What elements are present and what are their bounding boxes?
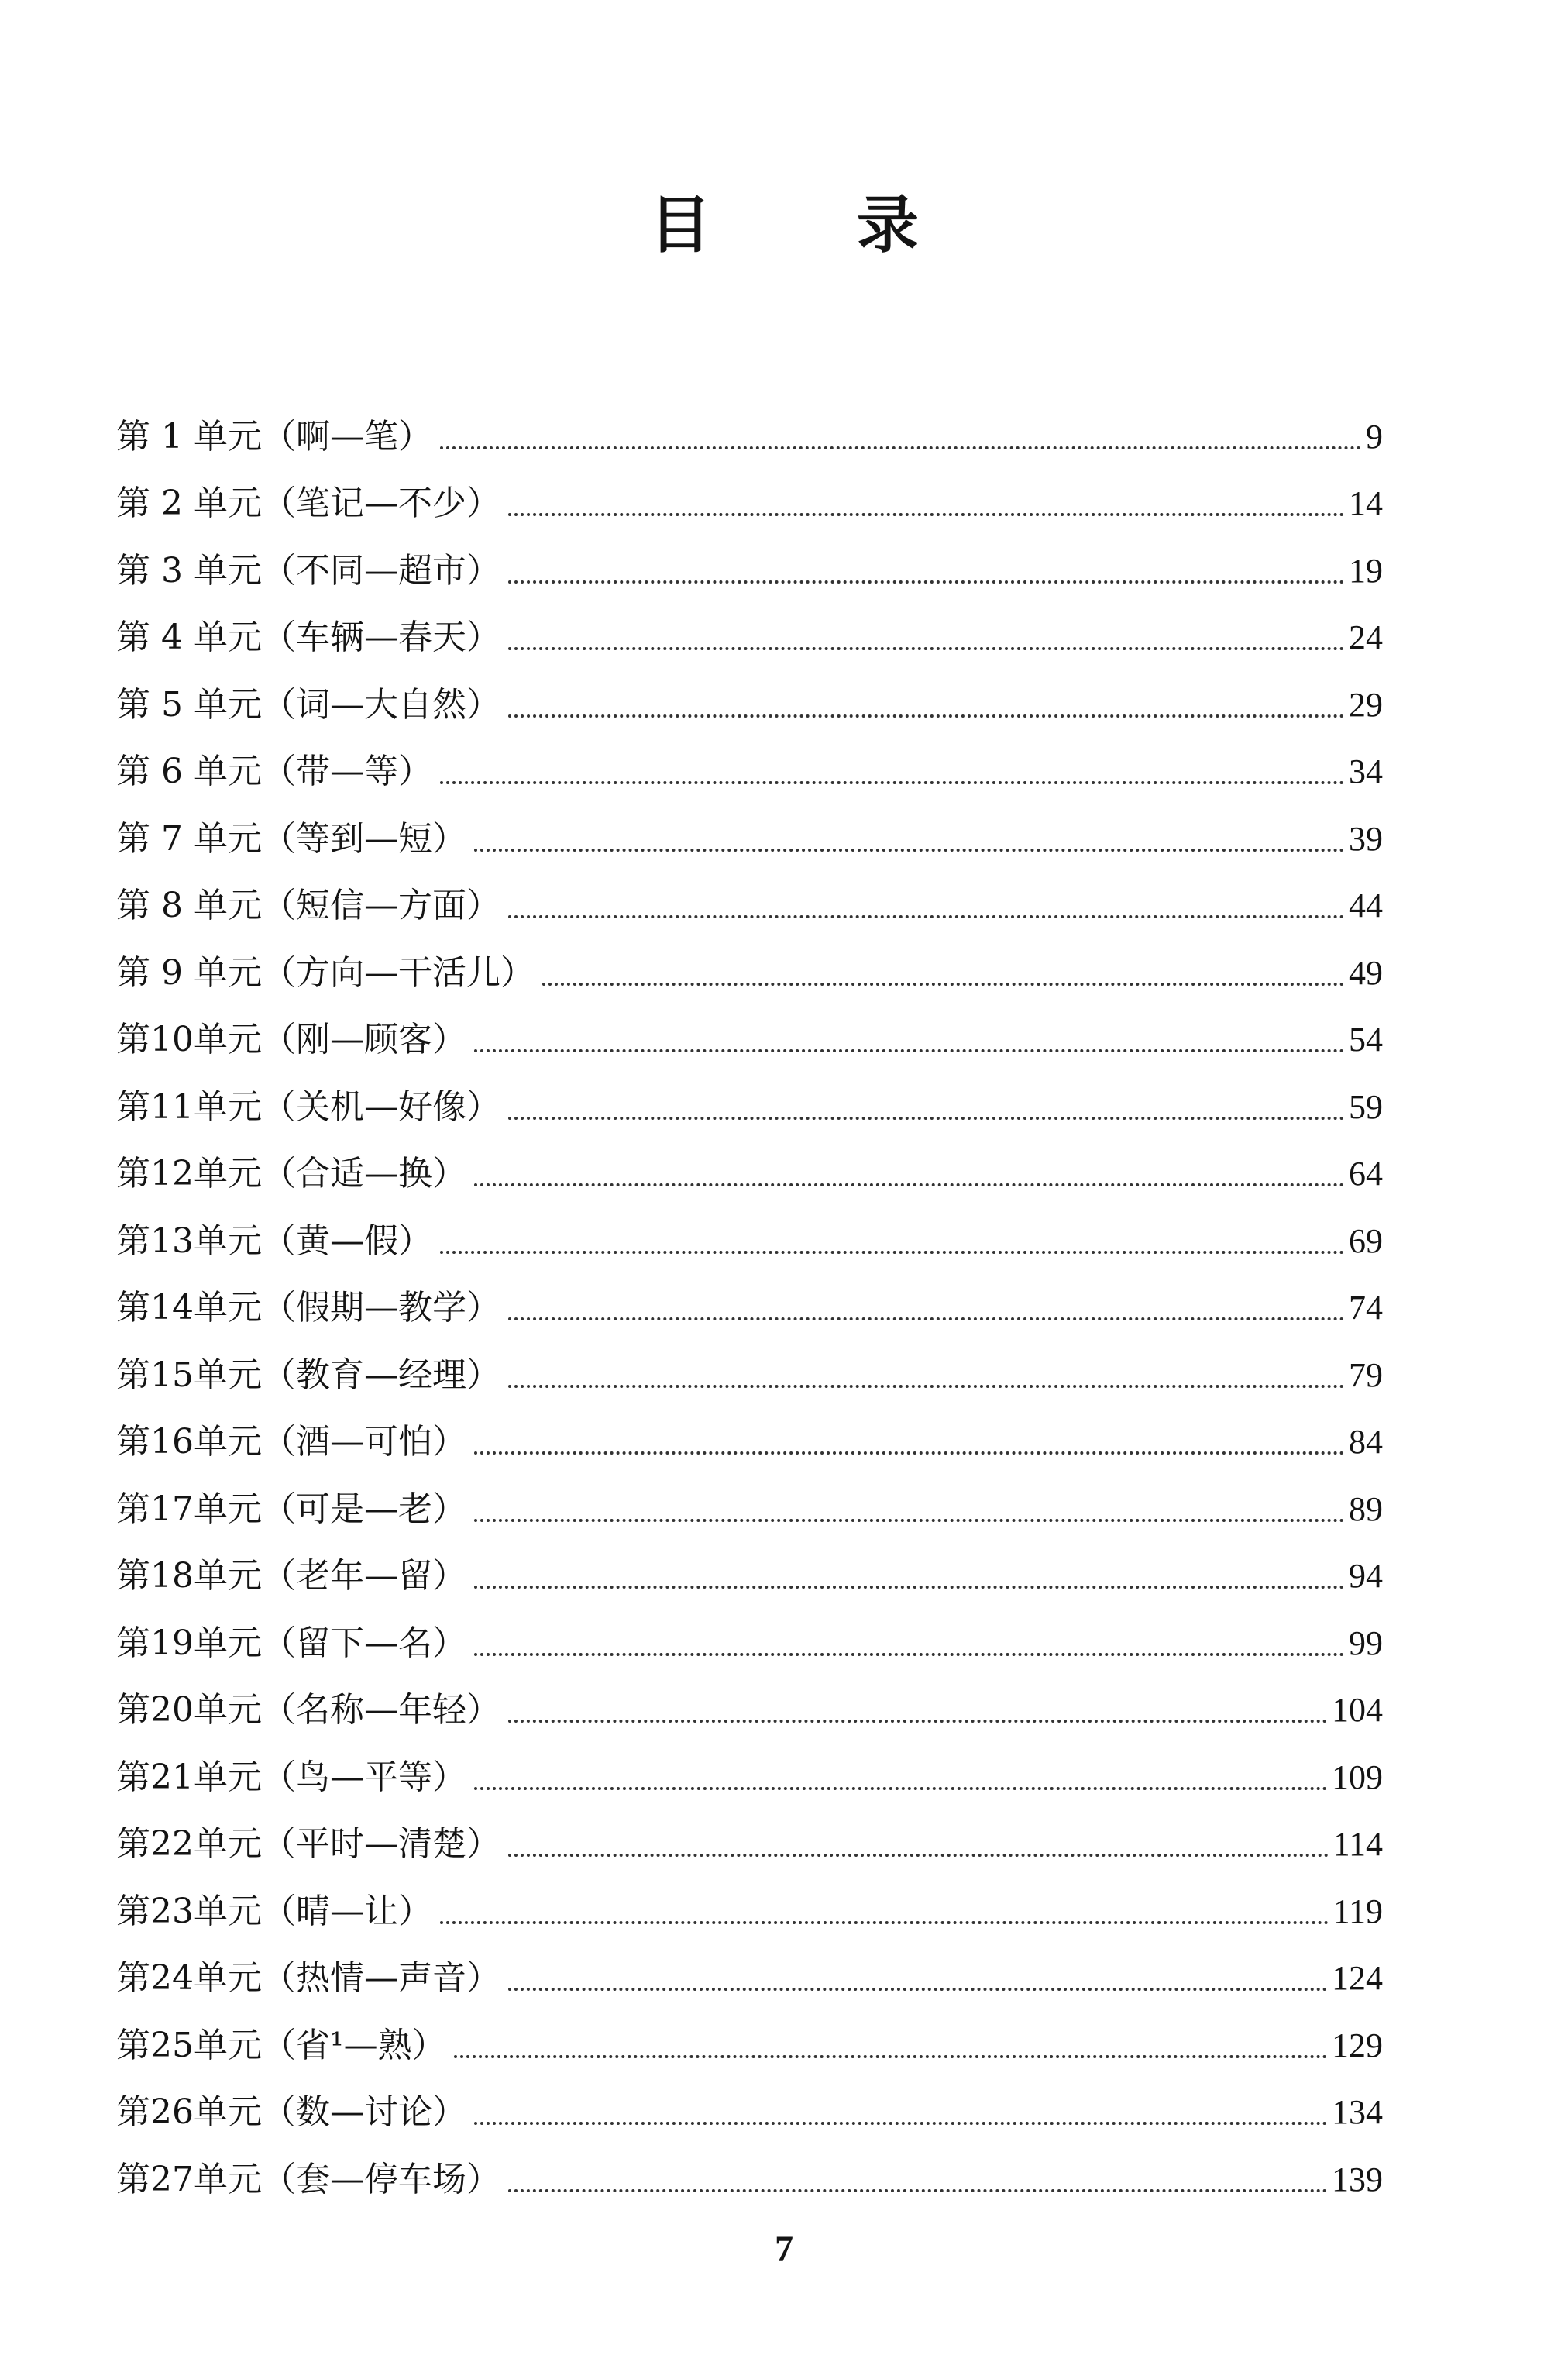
dot-leader (440, 1251, 1344, 1254)
toc-entry-page: 109 (1332, 1758, 1383, 1796)
toc-entry-page: 19 (1349, 551, 1383, 590)
toc-entry-page: 59 (1349, 1087, 1383, 1126)
dot-leader (508, 2189, 1327, 2192)
toc-entry-label: 第26单元（数—讨论） (116, 2092, 466, 2132)
toc-entry-label: 第 3 单元（不同—超市） (116, 550, 500, 590)
dot-leader (474, 1451, 1344, 1455)
dot-leader (508, 915, 1344, 918)
toc-entry-label: 第18单元（老年—留） (116, 1556, 466, 1596)
dot-leader (474, 1519, 1344, 1522)
toc-entry-label: 第20单元（名称—年轻） (116, 1690, 500, 1730)
toc-entry-label: 第 6 单元（带—等） (116, 752, 432, 791)
toc-entry-page: 139 (1332, 2160, 1383, 2198)
toc-entry-page: 49 (1349, 953, 1383, 992)
toc-entry-label: 第 5 单元（词—大自然） (116, 684, 500, 725)
toc-entry-label: 第27单元（套—停车场） (116, 2159, 500, 2199)
toc-entry-label: 第25单元（省¹—熟） (116, 2025, 446, 2065)
dot-leader (474, 2122, 1327, 2125)
dot-leader (508, 1385, 1344, 1388)
toc-entry-page: 79 (1349, 1355, 1383, 1394)
toc-entry (116, 1062, 1383, 1129)
toc-entry-page: 24 (1349, 618, 1383, 656)
toc-entry (116, 928, 1383, 995)
dot-leader (508, 647, 1344, 650)
dot-leader (474, 1653, 1344, 1656)
toc-entry (116, 1196, 1383, 1263)
toc-entry-label: 第 7 单元（等到—短） (116, 818, 466, 859)
toc-entry (116, 459, 1383, 526)
toc-entry (116, 1598, 1383, 1665)
toc-entry-page: 89 (1349, 1489, 1383, 1528)
toc-entry-label: 第10单元（刚—顾客） (116, 1020, 466, 1059)
toc-entry-label: 第11单元（关机—好像） (116, 1086, 500, 1127)
dot-leader (440, 781, 1344, 784)
toc-entry-page: 99 (1349, 1623, 1383, 1662)
toc-entry-page: 114 (1332, 1825, 1383, 1863)
toc-entry (116, 1330, 1383, 1397)
toc-entry (116, 1397, 1383, 1465)
toc-entry-label: 第 2 单元（笔记—不少） (116, 484, 500, 523)
toc-entry-page: 34 (1349, 752, 1383, 790)
dot-leader (454, 2055, 1327, 2058)
toc-entry-label: 第 8 单元（短信—方面） (116, 886, 500, 925)
toc-entry-label: 第 9 单元（方向—干活儿） (116, 952, 535, 993)
toc-entry (116, 2068, 1383, 2135)
dot-leader (440, 1921, 1329, 1924)
toc-list (116, 391, 1383, 2202)
toc-entry-label: 第19单元（留下—名） (116, 1623, 466, 1663)
toc-entry-page: 129 (1332, 2026, 1383, 2064)
dot-leader (474, 1049, 1344, 1052)
toc-entry-label: 第16单元（酒—可怕） (116, 1422, 466, 1462)
toc-entry-label: 第13单元（黄—假） (116, 1221, 432, 1261)
toc-entry-page: 14 (1349, 484, 1383, 522)
toc-entry-page: 64 (1349, 1155, 1383, 1193)
dot-leader (474, 1183, 1344, 1186)
toc-entry-page: 29 (1349, 685, 1383, 724)
toc-entry-page: 124 (1332, 1959, 1383, 1997)
toc-entry (116, 1531, 1383, 1599)
toc-entry-label: 第14单元（假期—教学） (116, 1288, 500, 1327)
page-title: 目 录 (649, 188, 981, 261)
toc-entry-page: 94 (1349, 1557, 1383, 1595)
toc-entry (116, 659, 1383, 727)
toc-entry (116, 1799, 1383, 1867)
dot-leader (474, 1586, 1344, 1589)
dot-leader (508, 1720, 1327, 1723)
toc-entry (116, 1665, 1383, 1733)
dot-leader (440, 446, 1361, 449)
page-number: 7 (775, 2229, 793, 2270)
toc-entry-page: 119 (1332, 1892, 1383, 1930)
toc-entry (116, 391, 1383, 459)
toc-entry-page: 84 (1349, 1423, 1383, 1461)
toc-entry (116, 794, 1383, 861)
toc-entry (116, 861, 1383, 928)
toc-entry-page: 74 (1349, 1289, 1383, 1327)
toc-entry-page: 9 (1366, 417, 1383, 456)
toc-entry-page: 44 (1349, 887, 1383, 924)
toc-entry-label: 第17单元（可是—老） (116, 1489, 466, 1529)
dot-leader (474, 849, 1344, 852)
toc-entry (116, 2134, 1383, 2202)
dot-leader (542, 983, 1344, 986)
toc-entry (116, 1263, 1383, 1331)
toc-entry-page: 54 (1349, 1021, 1383, 1059)
toc-entry-label: 第24单元（热情—声音） (116, 1958, 500, 1998)
toc-entry (116, 1866, 1383, 1933)
toc-entry-page: 69 (1349, 1221, 1383, 1260)
toc-entry-label: 第21单元（鸟—平等） (116, 1757, 466, 1797)
toc-entry (116, 727, 1383, 794)
toc-entry-label: 第12单元（合适—换） (116, 1154, 466, 1193)
dot-leader (508, 580, 1344, 584)
dot-leader (508, 714, 1344, 718)
toc-entry (116, 1129, 1383, 1196)
dot-leader (508, 1317, 1344, 1320)
toc-entry-page: 134 (1332, 2093, 1383, 2131)
dot-leader (474, 1787, 1327, 1790)
toc-entry (116, 1933, 1383, 2001)
dot-leader (508, 1854, 1329, 1857)
toc-entry-label: 第 4 单元（车辆—春天） (116, 618, 500, 657)
toc-entry (116, 995, 1383, 1062)
dot-leader (508, 1988, 1327, 1991)
toc-entry-label: 第23单元（晴—让） (116, 1891, 432, 1931)
toc-entry-label: 第 1 单元（啊—笔） (116, 416, 432, 456)
toc-entry (116, 2000, 1383, 2068)
dot-leader (508, 513, 1344, 516)
toc-entry-page: 39 (1349, 819, 1383, 858)
toc-entry-page: 104 (1332, 1691, 1383, 1729)
toc-entry (116, 593, 1383, 660)
toc-entry-label: 第22单元（平时—清楚） (116, 1824, 500, 1864)
toc-entry (116, 1732, 1383, 1799)
dot-leader (508, 1117, 1344, 1120)
toc-entry-label: 第15单元（教育—经理） (116, 1355, 500, 1395)
toc-entry (116, 525, 1383, 593)
toc-entry (116, 1464, 1383, 1531)
